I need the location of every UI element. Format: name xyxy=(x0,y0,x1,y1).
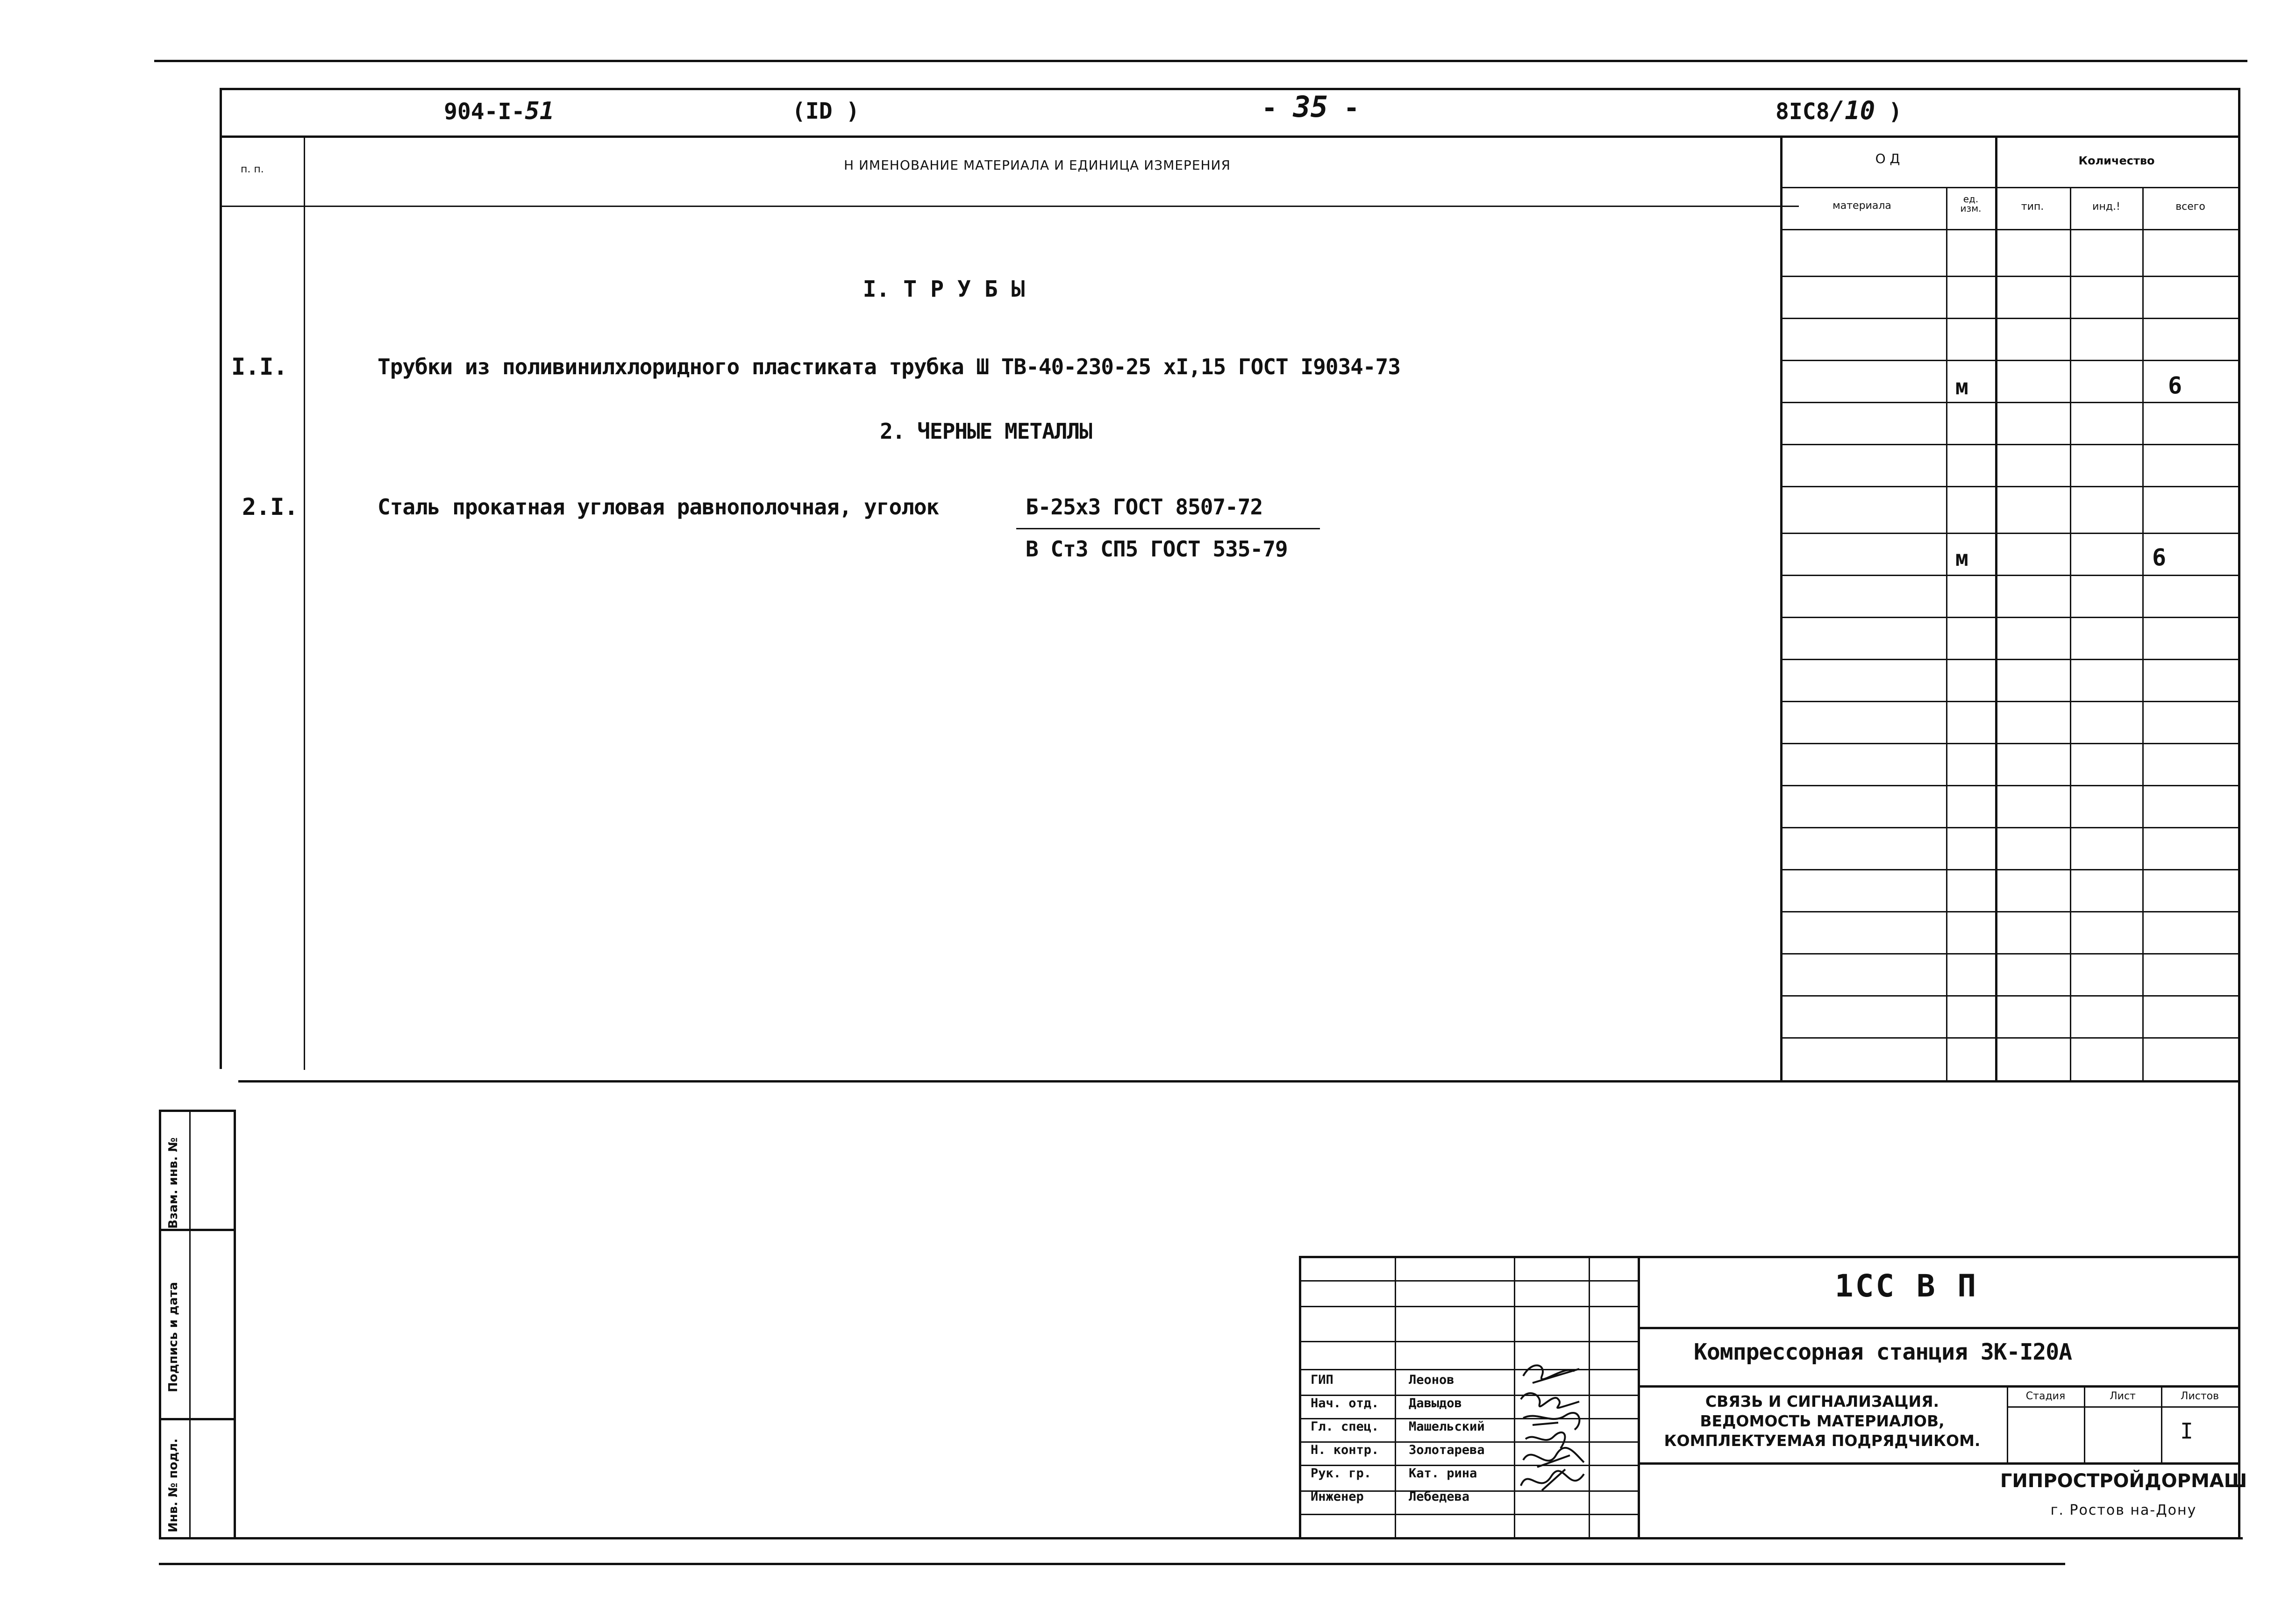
item-1-name: Трубки из поливинилхлоридного пластиката трубка Ш ТВ-40-230-25 хI,15 ГОСТ I9034-73 xyxy=(378,354,1400,379)
signature-4 xyxy=(1526,1432,1565,1448)
side-stamp-field2: Подпись и дата xyxy=(166,1282,180,1392)
col-name-header: Н ИМЕНОВАНИЕ МАТЕРИАЛА И ЕДИНИЦА ИЗМЕРЕНИЯ xyxy=(844,157,1231,173)
grid-row-line xyxy=(1780,953,2238,955)
title-block-row-line xyxy=(1299,1280,1638,1282)
tb-desc-line-2: ВЕДОМОСТЬ МАТЕРИАЛОВ, xyxy=(1700,1412,1945,1430)
frame-bottom xyxy=(159,1537,2243,1539)
col-ind-header: инд.! xyxy=(2092,201,2120,213)
tb-stage-left xyxy=(2007,1385,2008,1462)
title-block-row-line xyxy=(1299,1306,1638,1307)
code-left: (ID ) xyxy=(792,98,860,124)
signature-6 xyxy=(1521,1469,1584,1490)
signer-name: Кат. рина xyxy=(1409,1466,1477,1481)
grid-row-line xyxy=(1780,360,2238,361)
grid-row-line xyxy=(1780,743,2238,744)
album-handwritten: /10 xyxy=(1829,96,1875,125)
frame-right xyxy=(2238,88,2240,1537)
item-1-unit: м xyxy=(1955,374,1968,399)
signer-role: Рук. гр. xyxy=(1311,1466,1372,1481)
title-block-row-line xyxy=(1299,1514,1638,1515)
tb-project: Компрессорная станция 3К-I20А xyxy=(1694,1339,2072,1365)
item-1-num: I.I. xyxy=(231,353,288,380)
tb-desc-line-3: КОМПЛЕКТУЕМАЯ ПОДРЯДЧИКОМ. xyxy=(1664,1432,1981,1450)
title-block-top xyxy=(1299,1256,2238,1258)
item-2-name: Сталь прокатная угловая равнополочная, уголок xyxy=(378,494,939,520)
frame-left xyxy=(220,88,222,1069)
tb-code: 1СС В П xyxy=(1834,1268,1978,1304)
section-title-1: I. Т Р У Б Ы xyxy=(863,276,1025,302)
group-code-header: О Д xyxy=(1875,151,1900,166)
table-bottom-line xyxy=(238,1080,2238,1083)
subheader-line xyxy=(1780,187,2238,188)
tb-code-bottom xyxy=(1638,1327,2238,1329)
grid-row-line xyxy=(1780,402,2238,403)
tb-stage-header-line xyxy=(2007,1406,2238,1408)
item-2-fraction-bar xyxy=(1016,528,1320,529)
album-code xyxy=(1775,98,1902,123)
tb-sheets-value: I xyxy=(2180,1418,2193,1444)
signer-name: Лебедева xyxy=(1409,1489,1470,1504)
grid-row-line xyxy=(1780,444,2238,445)
item-2-num: 2.I. xyxy=(242,493,299,520)
signature-5 xyxy=(1523,1448,1584,1467)
doc-number-handwritten: 51 xyxy=(525,97,555,125)
num-column-line xyxy=(304,135,305,1070)
unit-column-line xyxy=(1946,187,1947,1080)
grid-row-line xyxy=(1780,701,2238,702)
signature-2 xyxy=(1521,1393,1579,1408)
signer-name: Леонов xyxy=(1409,1373,1455,1387)
grid-row-line xyxy=(1780,617,2238,618)
side-stamp-sep2 xyxy=(159,1418,236,1420)
frame-top xyxy=(220,88,2238,90)
frame-left-lower xyxy=(234,1112,236,1537)
tb-stage-label: Стадия xyxy=(2025,1390,2066,1402)
qty-group-line xyxy=(1995,135,1997,1080)
signer-role: Гл. спец. xyxy=(1311,1419,1379,1434)
side-stamp-field3: Инв. № подл. xyxy=(166,1438,180,1532)
side-stamp-left xyxy=(159,1110,161,1537)
tb-city: г. Ростов на-Дону xyxy=(2050,1502,2197,1518)
tb-project-bottom xyxy=(1638,1385,2238,1388)
tb-sheets-label: Листов xyxy=(2180,1390,2219,1402)
signature-scribbles xyxy=(1514,1355,1593,1514)
tb-desc-line-1: СВЯЗЬ И СИГНАЛИЗАЦИЯ. xyxy=(1705,1392,1939,1410)
item-2-unit: м xyxy=(1955,546,1968,571)
tb-desc-bottom xyxy=(1638,1462,2238,1465)
col-num-header: п. п. xyxy=(241,164,264,175)
side-stamp-mid xyxy=(189,1110,191,1537)
grid-row-line xyxy=(1780,785,2238,786)
grid-row-line xyxy=(1780,486,2238,487)
grid-row-line xyxy=(1780,911,2238,912)
tb-sheet-label: Лист xyxy=(2110,1390,2136,1402)
grid-row-line xyxy=(1780,318,2238,319)
header-bottom-line xyxy=(220,135,2238,138)
grid-row-line xyxy=(1780,533,2238,534)
item-2-name-denominator: В Ст3 СП5 ГОСТ 535-79 xyxy=(1026,536,1288,562)
section-title-2: 2. ЧЕРНЫЕ МЕТАЛЛЫ xyxy=(880,419,1092,444)
col-total-header: всего xyxy=(2175,201,2205,213)
grid-row-line xyxy=(1780,995,2238,997)
col-typ-header: тип. xyxy=(2021,201,2044,213)
grid-row-line xyxy=(1780,1037,2238,1039)
title-block-left xyxy=(1299,1256,1301,1537)
grid-row-line xyxy=(1780,575,2238,576)
signature-3 xyxy=(1523,1413,1579,1430)
signer-role: Н. контр. xyxy=(1311,1443,1379,1457)
total-column-line xyxy=(2142,187,2144,1080)
page-number-handwritten: 35 xyxy=(1293,90,1328,124)
side-stamp-top xyxy=(159,1110,236,1112)
tb-sheet-left xyxy=(2084,1385,2085,1462)
grid-row-line xyxy=(1780,827,2238,828)
grid-row-line xyxy=(1780,869,2238,870)
side-stamp-field1: Взам. инв. № xyxy=(166,1137,180,1229)
grid-row-line xyxy=(1780,276,2238,277)
item-2-total: 6 xyxy=(2152,544,2167,571)
col-unit-header: ед. изм. xyxy=(1960,193,1982,214)
ind-column-line xyxy=(2070,187,2071,1080)
tb-sheets-left xyxy=(2161,1385,2162,1462)
top-edge-line xyxy=(154,60,2247,62)
side-stamp-sep1 xyxy=(159,1229,236,1231)
group-qty-header: Количество xyxy=(2078,154,2155,167)
album-suffix: ) xyxy=(1875,99,1902,125)
page-suffix: - xyxy=(1328,93,1360,123)
title-block-row-line xyxy=(1299,1341,1638,1342)
doc-number-printed: 904-I- xyxy=(444,99,525,125)
subheader-bottom-line xyxy=(1780,229,2238,230)
col-material-header: материала xyxy=(1833,200,1891,212)
tb-main-left xyxy=(1638,1256,1640,1537)
signer-role: Инженер xyxy=(1311,1489,1364,1504)
page-number xyxy=(1262,90,1360,124)
item-2-name-numerator: Б-25х3 ГОСТ 8507-72 xyxy=(1026,494,1263,520)
signer-role: Нач. отд. xyxy=(1311,1396,1379,1410)
signer-name: Давыдов xyxy=(1409,1396,1462,1410)
signature-1 xyxy=(1523,1365,1579,1383)
album-prefix: 8IC8 xyxy=(1775,99,1830,125)
doc-number xyxy=(444,99,554,123)
tb-col1 xyxy=(1395,1256,1396,1537)
column-header-bottom-line xyxy=(220,206,1799,207)
signer-name: Машельский xyxy=(1409,1419,1485,1434)
code-column-line xyxy=(1780,135,1783,1080)
bottom-edge-line xyxy=(159,1563,2065,1565)
item-1-total: 6 xyxy=(2168,372,2182,399)
grid-row-line xyxy=(1780,659,2238,660)
page-prefix: - xyxy=(1262,93,1293,123)
tb-org: ГИПРОСТРОЙДОРМАШ xyxy=(2000,1470,2247,1492)
signer-role: ГИП xyxy=(1311,1373,1333,1387)
signer-name: Золотарева xyxy=(1409,1443,1485,1457)
